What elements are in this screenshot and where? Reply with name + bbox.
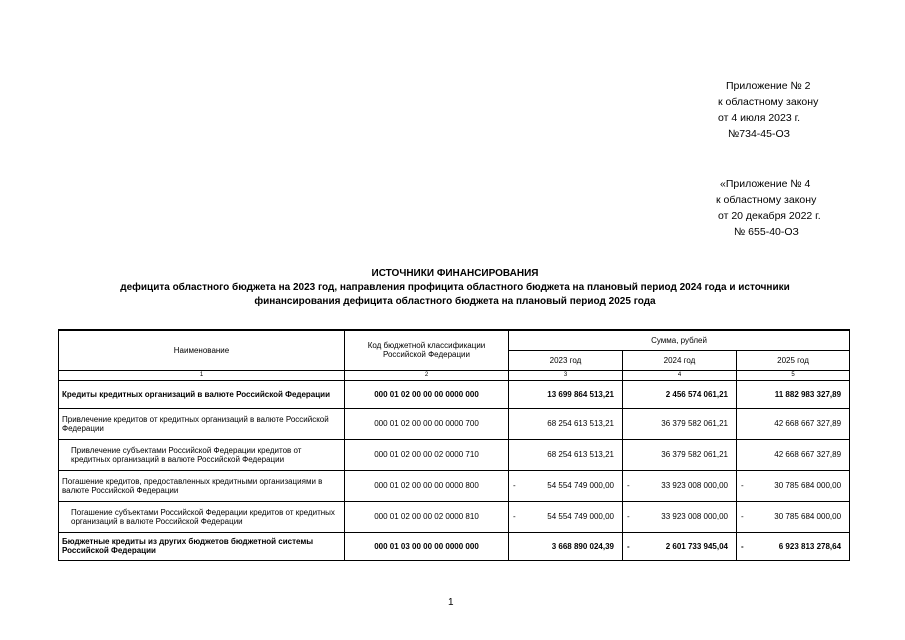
value-text: 33 923 008 000,00: [661, 481, 728, 490]
header-name: Наименование: [59, 330, 345, 370]
row-code: 000 01 02 00 00 02 0000 710: [345, 439, 509, 470]
row-value-2025: 42 668 667 327,89: [737, 408, 850, 439]
value-text: 2 601 733 945,04: [665, 541, 728, 551]
column-index: 4: [623, 370, 737, 380]
header-year-2024: 2024 год: [623, 350, 737, 370]
row-code: 000 01 02 00 00 00 0000 800: [345, 470, 509, 501]
header-sum: Сумма, рублей: [509, 330, 850, 350]
row-name: Погашение субъектами Российской Федерации кредитов от кредитных организаций в валюте Российской Федерации: [59, 501, 345, 532]
row-value-2025: 42 668 667 327,89: [737, 439, 850, 470]
row-name: Бюджетные кредиты из других бюджетов бюджетной системы Российской Федерации: [59, 532, 345, 560]
table-column-index-row: [59, 370, 850, 380]
table-row: [59, 532, 850, 560]
appendix-law-number: №734-45-ОЗ: [728, 128, 790, 140]
row-value-2025: [737, 501, 850, 532]
value-text: 33 923 008 000,00: [661, 512, 728, 521]
row-value-2024: 36 379 582 061,21: [623, 439, 737, 470]
table-row: [59, 501, 850, 532]
header-year-2023: 2023 год: [509, 350, 623, 370]
row-value-2025: [737, 532, 850, 560]
row-code: 000 01 02 00 00 00 0000 000: [345, 380, 509, 408]
appendix-reference-amended: [716, 176, 821, 240]
column-index: 2: [345, 370, 509, 380]
appendix-number: «Приложение № 4: [720, 178, 811, 190]
row-value-2024: [623, 470, 737, 501]
value-text: 30 785 684 000,00: [774, 481, 842, 490]
row-value-2023: 68 254 613 513,21: [509, 408, 623, 439]
row-value-2023: 68 254 613 513,21: [509, 439, 623, 470]
row-value-2024: 36 379 582 061,21: [623, 408, 737, 439]
financing-sources-table: [58, 329, 850, 561]
row-name: Привлечение кредитов от кредитных организаций в валюте Российской Федерации: [59, 408, 345, 439]
row-value-2025: [737, 470, 850, 501]
row-value-2023: [509, 470, 623, 501]
table-row: [59, 470, 850, 501]
row-code: 000 01 03 00 00 00 0000 000: [345, 532, 509, 560]
row-value-2023: 13 699 864 513,21: [509, 380, 623, 408]
minus-sign: -: [513, 481, 516, 490]
column-index: 1: [59, 370, 345, 380]
header-year-2025: 2025 год: [737, 350, 850, 370]
column-index: 5: [737, 370, 850, 380]
row-code: 000 01 02 00 00 00 0000 700: [345, 408, 509, 439]
minus-sign: -: [627, 481, 630, 490]
appendix-law-label: к областному закону: [718, 96, 819, 108]
header-code: Код бюджетной классификации Российской Федерации: [345, 330, 509, 370]
row-value-2024: [623, 532, 737, 560]
value-text: 6 923 813 278,64: [778, 541, 842, 551]
minus-sign: -: [627, 512, 630, 521]
table-row: [59, 439, 850, 470]
row-name: Погашение кредитов, предоставленных кредитными организациями в валюте Российской Федерации: [59, 470, 345, 501]
row-value-2024: 2 456 574 061,21: [623, 380, 737, 408]
minus-sign: -: [741, 481, 744, 490]
value-text: 30 785 684 000,00: [774, 512, 842, 521]
row-value-2024: [623, 501, 737, 532]
minus-sign: -: [741, 541, 744, 551]
minus-sign: -: [741, 512, 744, 521]
row-value-2023: 3 668 890 024,39: [509, 532, 623, 560]
page-number: 1: [448, 597, 454, 608]
appendix-reference-current: [718, 78, 818, 142]
table-row: [59, 380, 850, 408]
table-header-row: [59, 330, 850, 350]
minus-sign: -: [627, 541, 630, 551]
document-title: ИСТОЧНИКИ ФИНАНСИРОВАНИЯ: [371, 268, 539, 279]
row-value-2025: 11 882 983 327,89: [737, 380, 850, 408]
appendix-law-date: от 4 июля 2023 г.: [718, 112, 801, 124]
table-row: [59, 408, 850, 439]
appendix-law-date: от 20 декабря 2022 г.: [718, 210, 821, 222]
column-index: 3: [509, 370, 623, 380]
value-text: 54 554 749 000,00: [547, 512, 614, 521]
row-name: Привлечение субъектами Российской Федерации кредитов от кредитных организаций в валюте Российской Федерации: [59, 439, 345, 470]
appendix-law-label: к областному закону: [716, 194, 817, 206]
document-subtitle-line-2: финансирования дефицита областного бюджета на плановый период 2025 года: [254, 296, 656, 307]
value-text: 54 554 749 000,00: [547, 481, 614, 490]
document-subtitle-line-1: дефицита областного бюджета на 2023 год, направления профицита областного бюджета на плановый период 2024 года и источники: [120, 282, 790, 293]
row-value-2023: [509, 501, 623, 532]
row-code: 000 01 02 00 00 02 0000 810: [345, 501, 509, 532]
minus-sign: -: [513, 512, 516, 521]
appendix-number: Приложение № 2: [726, 80, 811, 92]
row-name: Кредиты кредитных организаций в валюте Российской Федерации: [59, 380, 345, 408]
appendix-law-number: № 655-40-ОЗ: [734, 226, 799, 238]
